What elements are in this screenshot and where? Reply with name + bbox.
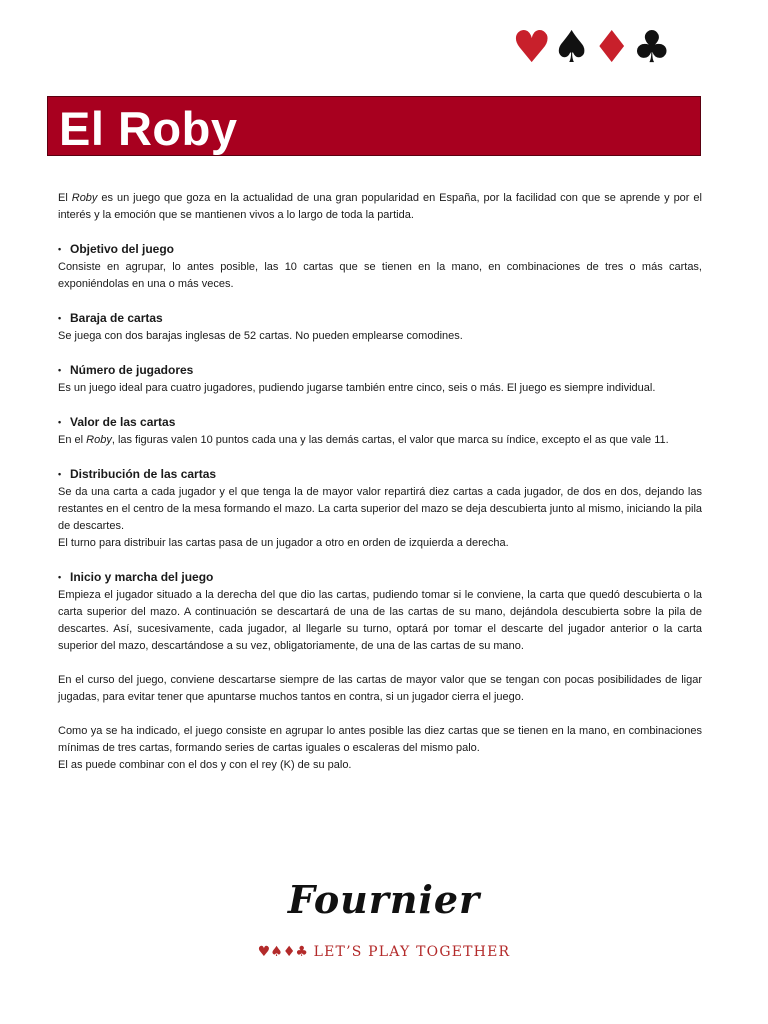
section-baraja — [58, 310, 702, 345]
section-text-distribucion-2: El turno para distribuir las cartas pasa de un jugador a otro en orden de izquierda a derecha. — [58, 537, 509, 549]
section-heading — [58, 414, 702, 431]
suit-icons — [512, 22, 672, 73]
section-inicio — [58, 569, 702, 774]
intro-paragraph — [58, 190, 702, 224]
bullet-icon: • — [58, 417, 62, 427]
heading-baraja: Baraja de cartas — [70, 311, 163, 325]
club-icon: ♣ — [632, 22, 672, 73]
section-distribucion — [58, 466, 702, 552]
title-banner — [47, 96, 701, 156]
section-text-inicio-4: El as puede combinar con el dos y con el rey (K) de su palo. — [58, 759, 352, 771]
section-valor — [58, 414, 702, 449]
paragraph-gap — [58, 706, 702, 723]
section-heading — [58, 241, 702, 258]
valor-text-start: En el — [58, 434, 87, 446]
bullet-icon: • — [58, 313, 62, 323]
intro-text-end: es un juego que goza en la actualidad de una gran popularidad en España, por la facilidad con que se aprende y por el interés y la emoción que se mantienen vivos a lo largo de toda la partida. — [58, 192, 702, 221]
heading-objetivo: Objetivo del juego — [70, 242, 175, 256]
bullet-icon: • — [58, 365, 62, 375]
paragraph-gap — [58, 655, 702, 672]
bullet-icon: • — [58, 572, 62, 582]
diamond-icon: ♦ — [592, 22, 632, 73]
bullet-icon: • — [58, 469, 62, 479]
tagline-text: LET’S PLAY TOGETHER — [313, 944, 511, 960]
heart-icon: ♥ — [512, 22, 552, 73]
intro-game-name: Roby — [71, 192, 98, 204]
section-heading — [58, 362, 702, 379]
spade-icon: ♠ — [552, 22, 592, 73]
fournier-logo: Fournier — [287, 877, 481, 922]
section-objetivo — [58, 241, 702, 293]
section-text-inicio-3: Como ya se ha indicado, el juego consiste en agrupar lo antes posible las diez cartas que se tienen en la mano, en combinaciones mínimas de tres cartas, formando series de cartas iguales o escaleras del mismo palo. — [58, 725, 702, 754]
section-heading — [58, 569, 702, 586]
section-heading — [58, 310, 702, 327]
section-text-distribucion-1: Se da una carta a cada jugador y el que tenga la de mayor valor repartirá diez cartas a cada jugador, de dos en dos, dejando las restantes en el centro de la mesa formando el mazo. La carta superior del mazo se deja descubierta junto al mismo, iniciando la pila de descartes. — [58, 486, 702, 532]
bullet-icon: • — [58, 244, 62, 254]
heading-jugadores: Número de jugadores — [70, 363, 194, 377]
heading-inicio: Inicio y marcha del juego — [70, 570, 214, 584]
heading-distribucion: Distribución de las cartas — [70, 467, 217, 481]
intro-text-start: El — [58, 192, 72, 204]
section-text-jugadores: Es un juego ideal para cuatro jugadores, pudiendo jugarse también entre cinco, seis o más. El juego es siempre individual. — [58, 382, 656, 394]
section-jugadores — [58, 362, 702, 397]
section-text-inicio-1: Empieza el jugador situado a la derecha del que dio las cartas, pudiendo tomar si le conviene, la carta que quedó descubierta o la carta superior del mazo. A continuación se descartará de una de las cartas de su mano, dejándola descubierta sobre la pila de descartes. Así, sucesivamente, cada jugador, al llegarle su turno, optará por tomar el descarte del jugador anterior o la carta superior del mazo, descartándose a su vez, obligatoriamente, de una de las cartas de su mano. — [58, 589, 702, 652]
page-title: El Roby — [59, 102, 238, 155]
section-heading — [58, 466, 702, 483]
section-text-inicio-2: En el curso del juego, conviene descartarse siempre de las cartas de mayor valor que se tengan con pocas posibilidades de ligar jugadas, para evitar tener que apuntarse muchos tantos en contra, si un jugador cierra el juego. — [58, 674, 702, 703]
tagline — [0, 944, 768, 960]
section-text-baraja: Se juega con dos barajas inglesas de 52 cartas. No pueden emplearse comodines. — [58, 330, 463, 342]
valor-game-name: Roby — [86, 434, 112, 446]
rules-content — [58, 190, 702, 791]
tagline-suits-icon: ♥♠♦♣ — [257, 944, 308, 960]
section-text-objetivo: Consiste en agrupar, lo antes posible, las 10 cartas que se tienen en la mano, en combinaciones de tres o más cartas, exponiéndolas en una o más veces. — [58, 261, 702, 290]
section-text-valor — [58, 432, 702, 449]
valor-text-end: , las figuras valen 10 puntos cada una y las demás cartas, el valor que marca su índice, excepto el as que vale 11. — [111, 434, 669, 446]
heading-valor: Valor de las cartas — [70, 415, 176, 429]
